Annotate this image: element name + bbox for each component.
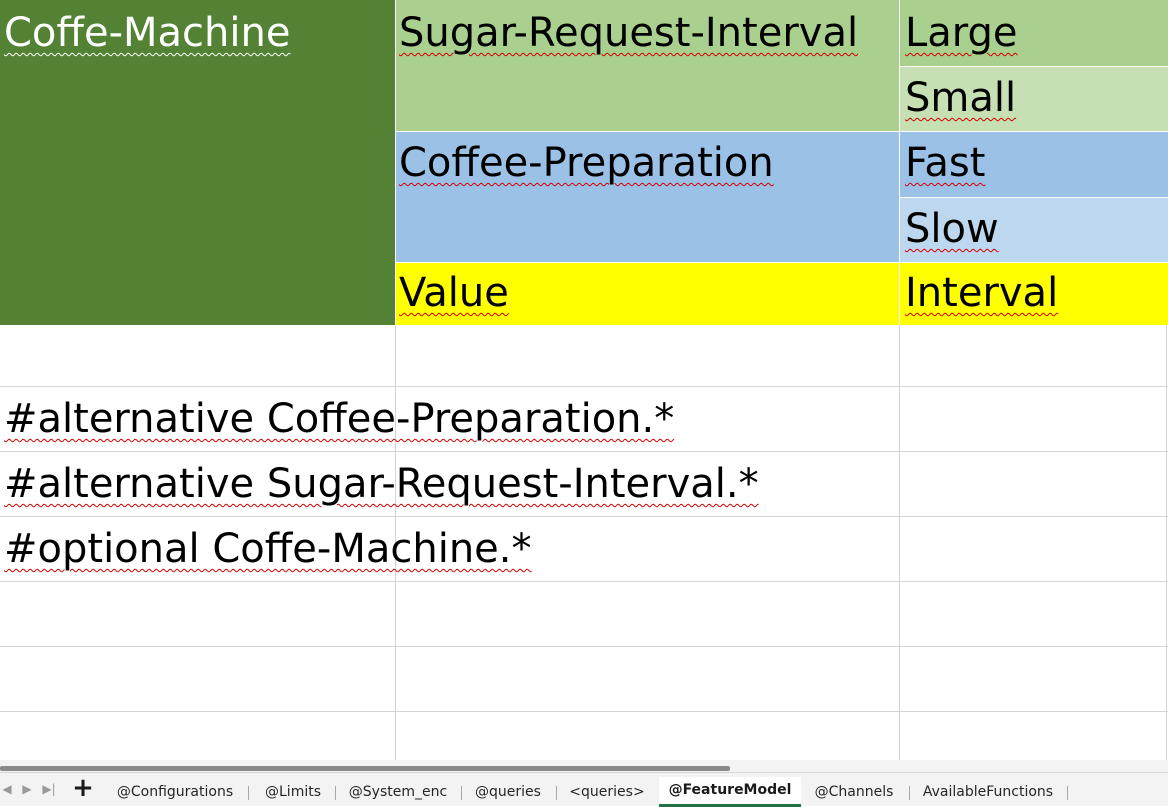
tab-featuremodel[interactable]: @FeatureModel bbox=[659, 777, 801, 807]
tab-queries[interactable]: @queries bbox=[475, 784, 541, 800]
horizontal-scrollbar-thumb[interactable] bbox=[0, 766, 730, 771]
attribute-name-cell[interactable] bbox=[395, 262, 899, 325]
plus-icon[interactable]: + bbox=[72, 773, 94, 803]
tab-availablefunctions[interactable]: AvailableFunctions bbox=[922, 784, 1054, 800]
cell-border bbox=[899, 0, 900, 325]
cell-border bbox=[899, 197, 1168, 198]
tab-limits[interactable]: @Limits bbox=[265, 784, 321, 800]
attribute-name-label: Value bbox=[399, 270, 509, 316]
coffee-option-slow-label: Slow bbox=[905, 206, 999, 252]
constraint-text: #optional Coffe-Machine.* bbox=[4, 526, 532, 572]
constraint-row[interactable] bbox=[0, 386, 899, 451]
gridline bbox=[0, 646, 1168, 647]
sheet-tab-bar bbox=[0, 772, 1168, 806]
gridline bbox=[0, 711, 1168, 712]
attribute-type-label: Interval bbox=[905, 270, 1059, 316]
constraint-text: #alternative Coffee-Preparation.* bbox=[4, 396, 675, 442]
tab-separator bbox=[461, 786, 462, 800]
root-feature-cell[interactable] bbox=[0, 0, 395, 325]
constraint-row[interactable] bbox=[0, 451, 899, 516]
cell-border bbox=[395, 131, 1168, 132]
sugar-group-label: Sugar-Request-Interval bbox=[399, 10, 859, 56]
next-sheet-icon[interactable]: ▶ bbox=[22, 782, 32, 796]
coffee-option-slow-cell[interactable] bbox=[899, 197, 1168, 262]
cell-border bbox=[395, 0, 396, 325]
coffee-group-label: Coffee-Preparation bbox=[399, 140, 774, 186]
constraint-text: #alternative Sugar-Request-Interval.* bbox=[4, 461, 759, 507]
tab-system-enc[interactable]: @System_enc bbox=[348, 784, 448, 800]
sugar-option-large-cell[interactable] bbox=[899, 0, 1168, 66]
prev-sheet-icon[interactable]: ◀ bbox=[2, 782, 12, 796]
sugar-option-small-cell[interactable] bbox=[899, 66, 1168, 131]
sugar-option-small-label: Small bbox=[905, 75, 1017, 121]
gridline bbox=[899, 325, 900, 760]
last-sheet-icon[interactable]: ▶| bbox=[42, 782, 56, 796]
tab-separator bbox=[556, 786, 557, 800]
tab-separator bbox=[909, 786, 910, 800]
tab-queries-angle[interactable]: <queries> bbox=[569, 784, 645, 800]
attribute-type-cell[interactable] bbox=[899, 262, 1168, 325]
coffee-option-fast-label: Fast bbox=[905, 140, 986, 186]
sugar-group-cell[interactable] bbox=[395, 0, 899, 131]
gridline bbox=[0, 581, 1168, 582]
root-feature-label: Coffe-Machine bbox=[4, 10, 291, 56]
cell-border bbox=[899, 66, 1168, 67]
constraint-row[interactable] bbox=[0, 516, 899, 581]
tab-separator bbox=[248, 786, 249, 800]
tab-separator bbox=[335, 786, 336, 800]
tab-channels[interactable]: @Channels bbox=[814, 784, 894, 800]
tab-configurations[interactable]: @Configurations bbox=[116, 784, 234, 800]
cell-border bbox=[395, 262, 1168, 263]
coffee-group-cell[interactable] bbox=[395, 131, 899, 262]
tab-separator bbox=[1067, 786, 1068, 800]
coffee-option-fast-cell[interactable] bbox=[899, 131, 1168, 197]
sugar-option-large-label: Large bbox=[905, 10, 1018, 56]
